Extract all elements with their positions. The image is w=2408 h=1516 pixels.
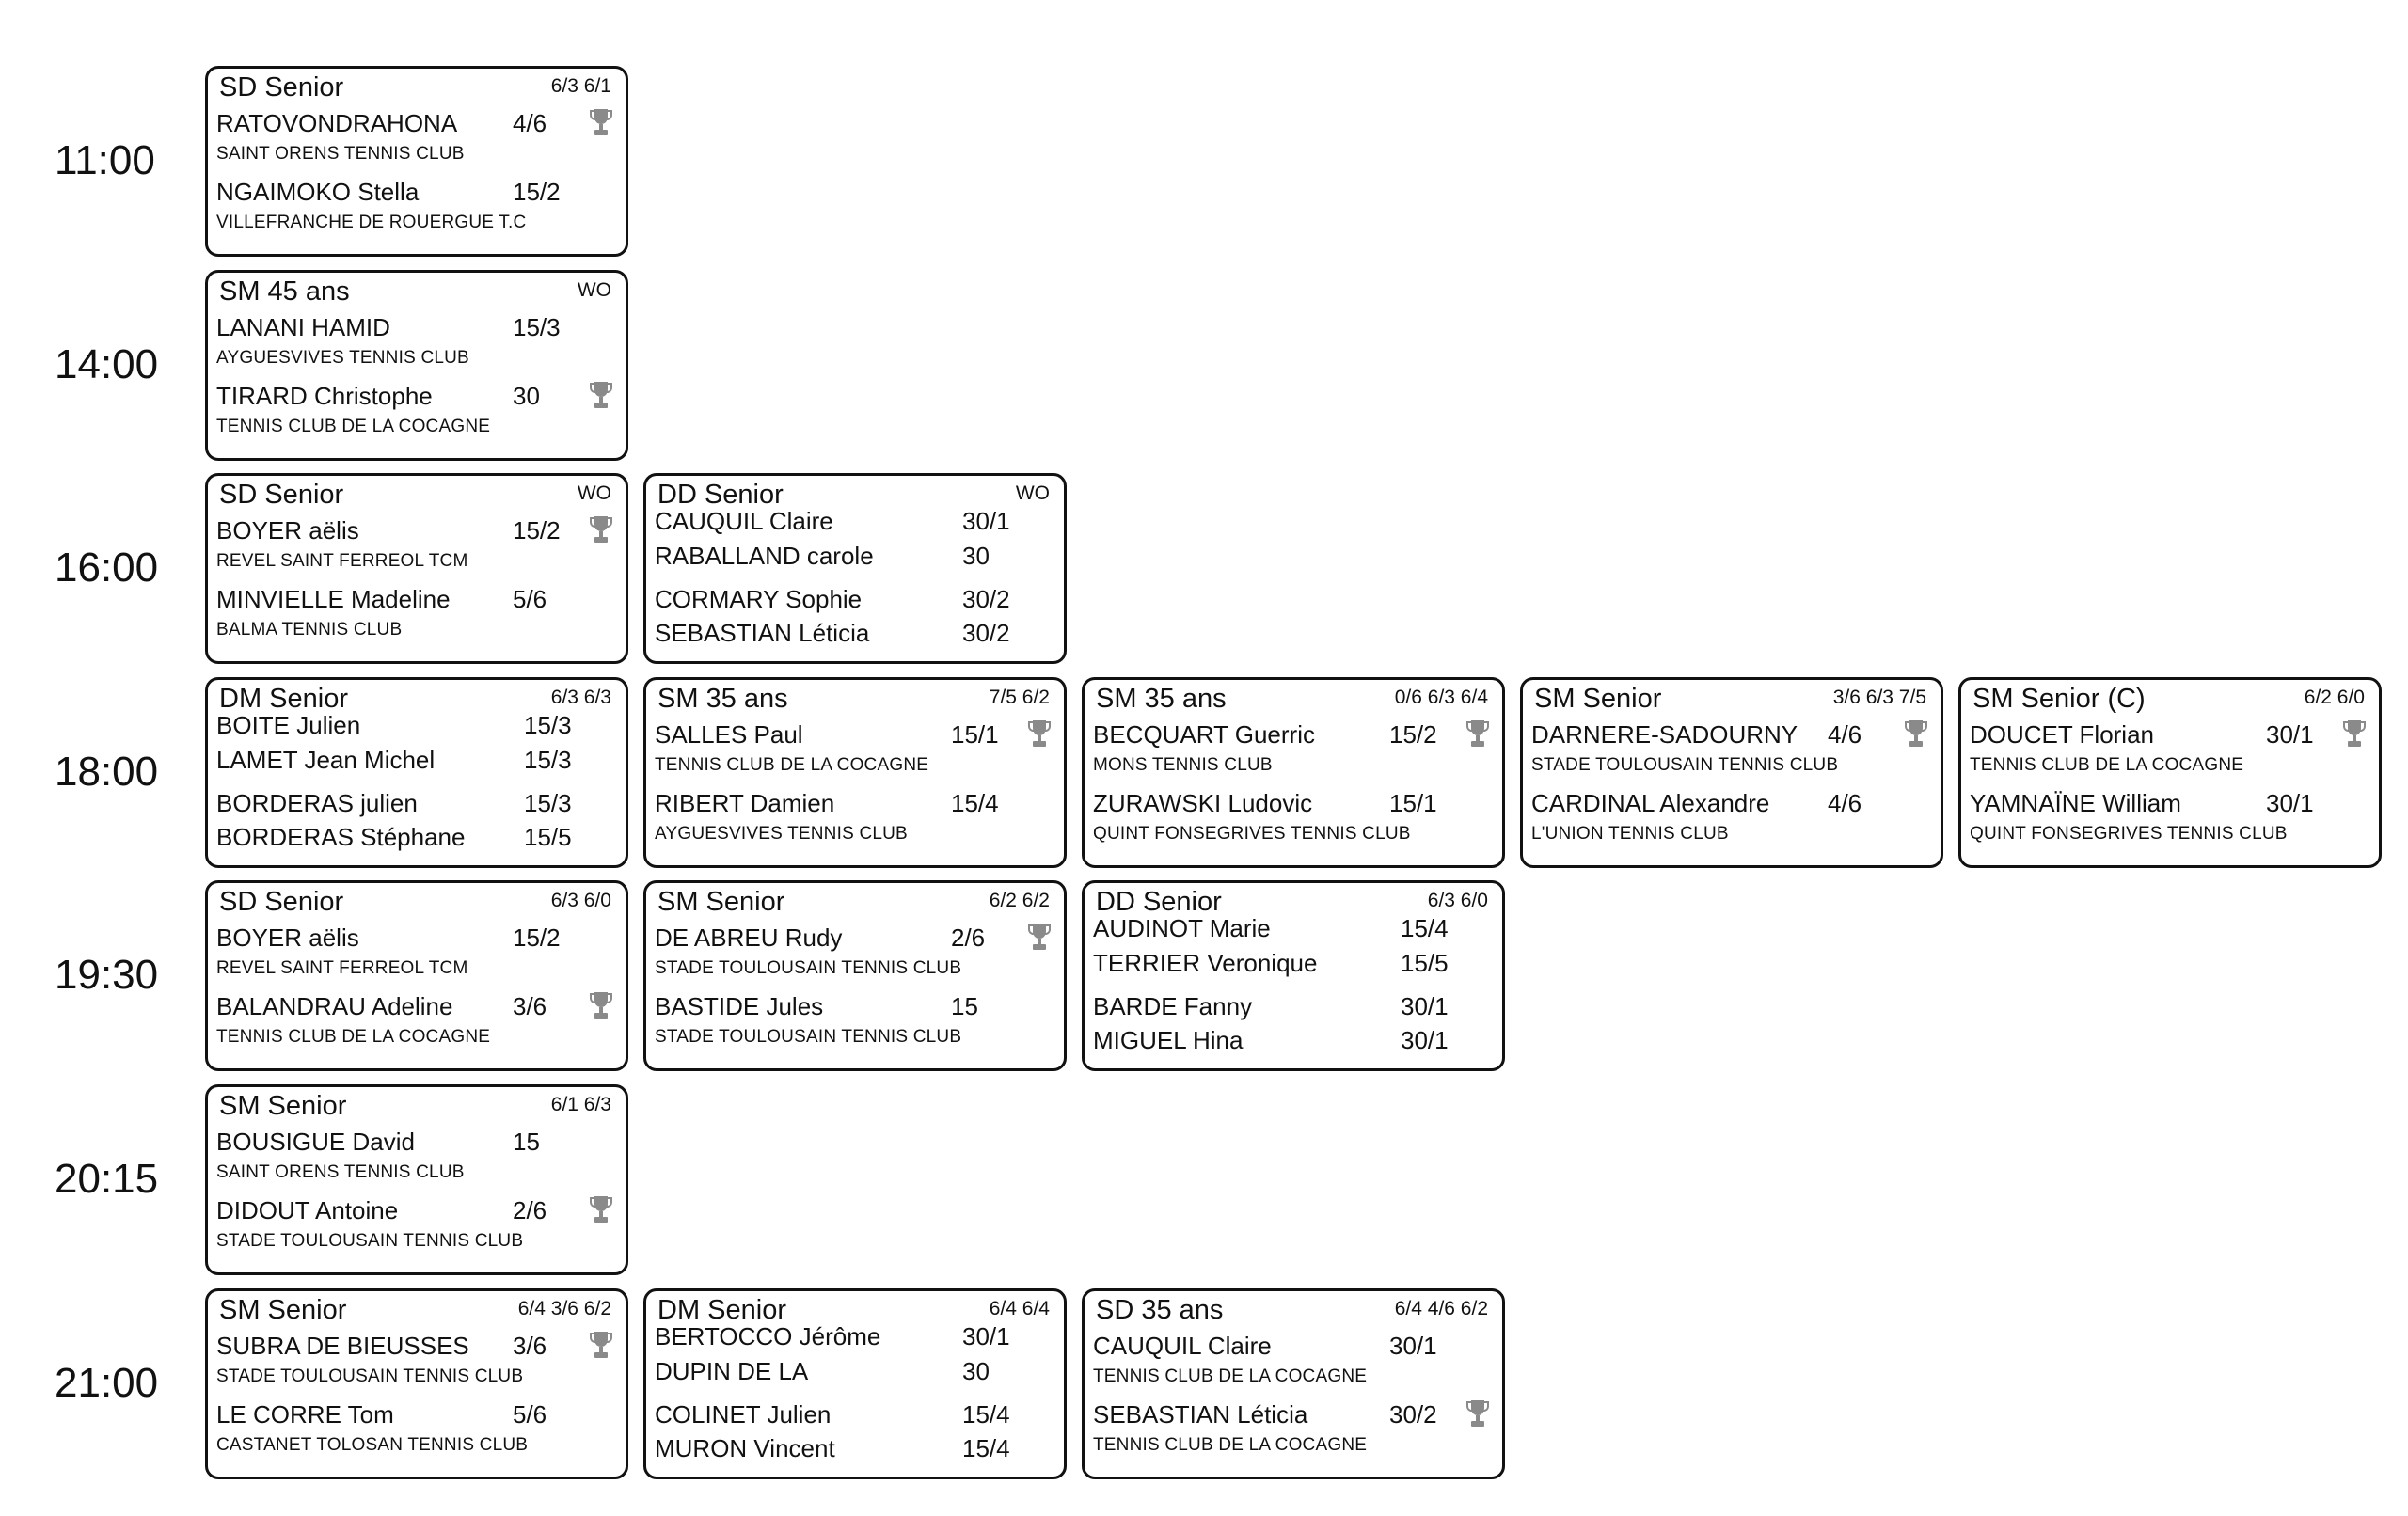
player-name[interactable]: TIRARD Christophe [216, 381, 433, 410]
match-category: DM Senior [219, 683, 348, 714]
player-club: TENNIS CLUB DE LA COCAGNE [1093, 1366, 1368, 1386]
match-score: 6/4 6/4 [989, 1297, 1050, 1319]
player-name[interactable]: SALLES Paul [655, 719, 803, 749]
player-name[interactable]: NGAIMOKO Stella [216, 178, 420, 206]
player-club: QUINT FONSEGRIVES TENNIS CLUB [1093, 823, 1411, 844]
player-name[interactable]: DIDOUT Antoine [216, 1196, 399, 1224]
player-name[interactable]: CAUQUIL Claire [1093, 1331, 1272, 1360]
player-ranking: 5/6 [513, 1399, 547, 1429]
player-ranking: 30 [513, 381, 540, 410]
player-ranking: 15/4 [951, 788, 999, 817]
player-ranking: 4/6 [513, 109, 547, 137]
player-name[interactable]: DUPIN DE LA [655, 1356, 809, 1385]
match-card[interactable] [205, 677, 628, 868]
player-name[interactable]: DE ABREU Rudy [655, 924, 843, 953]
trophy-icon [1026, 719, 1053, 749]
player-name[interactable]: SEBASTIAN Léticia [655, 619, 870, 648]
player-name[interactable]: SUBRA DE BIEUSSES [216, 1331, 469, 1360]
match-category: SM 45 ans [219, 276, 350, 307]
player-club: TENNIS CLUB DE LA COCAGNE [655, 754, 929, 775]
match-score: 6/3 6/1 [550, 75, 611, 97]
player-club: AYGUESVIVES TENNIS CLUB [655, 823, 908, 844]
trophy-icon [2341, 719, 2368, 749]
player-ranking: 30 [962, 1356, 990, 1385]
match-score: 6/2 6/2 [989, 890, 1050, 912]
match-score: 6/2 6/0 [2304, 686, 2365, 708]
match-card[interactable] [1082, 677, 1505, 868]
match-category: DD Senior [657, 480, 784, 511]
player-ranking: 30/1 [962, 1321, 1010, 1350]
player-ranking: 30/1 [1401, 1026, 1449, 1055]
match-score: 6/3 6/0 [1427, 890, 1488, 912]
match-score: WO [1015, 482, 1050, 505]
match-card[interactable] [643, 1288, 1067, 1479]
match-card[interactable] [205, 270, 628, 461]
player-club: TENNIS CLUB DE LA COCAGNE [1093, 1434, 1368, 1455]
trophy-icon [588, 514, 614, 545]
match-score: 7/5 6/2 [989, 686, 1050, 708]
match-category: SM Senior [1534, 683, 1662, 714]
trophy-icon [588, 990, 614, 1020]
match-card[interactable] [205, 1288, 628, 1479]
player-club: STADE TOULOUSAIN TENNIS CLUB [655, 958, 962, 979]
time-slot-label: 14:00 [55, 340, 159, 387]
player-ranking: 2/6 [951, 924, 986, 953]
player-ranking: 15/5 [524, 822, 572, 851]
player-club: TENNIS CLUB DE LA COCAGNE [1970, 754, 2244, 775]
player-ranking: 4/6 [1828, 788, 1862, 817]
player-ranking: 5/6 [513, 585, 547, 614]
player-club: CASTANET TOLOSAN TENNIS CLUB [216, 1434, 529, 1455]
player-ranking: 15/3 [524, 745, 572, 774]
match-card[interactable] [1082, 1288, 1505, 1479]
player-club: L'UNION TENNIS CLUB [1531, 823, 1729, 844]
match-card[interactable] [205, 473, 628, 664]
player-ranking: 30/1 [2266, 788, 2314, 817]
player-club: TENNIS CLUB DE LA COCAGNE [216, 416, 491, 436]
time-slot-label: 16:00 [55, 545, 159, 592]
match-category: SM 35 ans [1096, 683, 1227, 714]
player-club: STADE TOULOUSAIN TENNIS CLUB [216, 1366, 524, 1386]
match-score: 6/1 6/3 [550, 1094, 611, 1115]
match-card[interactable] [643, 880, 1067, 1071]
player-name[interactable]: COLINET Julien [655, 1399, 832, 1429]
player-name[interactable]: ZURAWSKI Ludovic [1093, 788, 1313, 817]
time-slot-label: 21:00 [55, 1359, 159, 1406]
player-ranking: 15/2 [1389, 719, 1437, 749]
player-ranking: 30/2 [962, 619, 1010, 648]
trophy-icon [588, 1194, 614, 1224]
match-card[interactable] [205, 1084, 628, 1275]
time-slot-label: 20:15 [55, 1156, 159, 1202]
player-ranking: 15/2 [513, 178, 561, 206]
match-category: DD Senior [1096, 887, 1222, 918]
player-name[interactable]: BORDERAS julien [216, 788, 418, 817]
player-name[interactable]: BOITE Julien [216, 710, 361, 739]
player-name[interactable]: RABALLAND carole [655, 542, 874, 571]
player-ranking: 3/6 [513, 1331, 547, 1360]
match-category: SD Senior [219, 72, 344, 103]
player-ranking: 2/6 [513, 1196, 547, 1224]
player-name[interactable]: RATOVONDRAHONA [216, 109, 458, 137]
player-ranking: 15/2 [513, 516, 561, 545]
player-name[interactable]: BECQUART Guerric [1093, 719, 1315, 749]
player-name[interactable]: BALANDRAU Adeline [216, 992, 453, 1021]
match-category: SM Senior [219, 1294, 347, 1325]
player-name[interactable]: BARDE Fanny [1093, 992, 1253, 1021]
player-name[interactable]: AUDINOT Marie [1093, 914, 1271, 943]
player-name[interactable]: LE CORRE Tom [216, 1399, 394, 1429]
player-ranking: 15/1 [951, 719, 999, 749]
player-ranking: 15/1 [1389, 788, 1437, 817]
match-card[interactable] [1520, 677, 1943, 868]
player-name[interactable]: BOUSIGUE David [216, 1128, 415, 1156]
player-name[interactable]: MINVIELLE Madeline [216, 585, 451, 614]
player-club: STADE TOULOUSAIN TENNIS CLUB [1531, 754, 1839, 775]
player-ranking: 30 [962, 542, 990, 571]
player-club: VILLEFRANCHE DE ROUERGUE T.C [216, 213, 527, 232]
player-ranking: 4/6 [1828, 719, 1862, 749]
match-card[interactable] [1958, 677, 2382, 868]
player-ranking: 30/2 [962, 585, 1010, 614]
player-name[interactable]: MIGUEL Hina [1093, 1026, 1244, 1055]
player-name[interactable]: BASTIDE Jules [655, 992, 824, 1021]
player-club: STADE TOULOUSAIN TENNIS CLUB [216, 1231, 524, 1251]
player-name[interactable]: CORMARY Sophie [655, 585, 863, 614]
player-ranking: 3/6 [513, 992, 547, 1021]
player-club: MONS TENNIS CLUB [1093, 754, 1273, 775]
match-score: 6/4 4/6 6/2 [1394, 1297, 1488, 1319]
player-club: SAINT ORENS TENNIS CLUB [216, 1162, 465, 1182]
match-category: SD Senior [219, 887, 344, 918]
player-club: STADE TOULOUSAIN TENNIS CLUB [655, 1027, 962, 1048]
player-name[interactable]: BORDERAS Stéphane [216, 822, 466, 851]
player-club: AYGUESVIVES TENNIS CLUB [216, 347, 469, 368]
match-card[interactable] [643, 473, 1067, 664]
match-card[interactable] [1082, 880, 1505, 1071]
player-ranking: 15/3 [524, 788, 572, 817]
trophy-icon [588, 107, 614, 137]
player-club: QUINT FONSEGRIVES TENNIS CLUB [1970, 823, 2288, 844]
player-name[interactable]: BOYER aëlis [216, 516, 359, 545]
match-category: SM Senior [219, 1091, 347, 1121]
player-ranking: 30/1 [2266, 719, 2314, 749]
player-name[interactable]: YAMNAÏNE William [1970, 788, 2181, 817]
match-score: 3/6 6/3 7/5 [1832, 686, 1926, 708]
player-name[interactable]: MURON Vincent [655, 1433, 835, 1462]
player-ranking: 15 [513, 1128, 540, 1156]
player-name[interactable]: BOYER aëlis [216, 924, 359, 953]
player-name[interactable]: CAUQUIL Claire [655, 507, 833, 536]
match-card[interactable] [205, 880, 628, 1071]
match-score: WO [577, 482, 611, 505]
player-name[interactable]: DOUCET Florian [1970, 719, 2155, 749]
time-slot-label: 19:30 [55, 952, 159, 999]
player-name[interactable]: RIBERT Damien [655, 788, 835, 817]
player-ranking: 15/2 [513, 924, 561, 953]
trophy-icon [1465, 1398, 1491, 1429]
trophy-icon [588, 1330, 614, 1360]
player-ranking: 30/1 [1389, 1331, 1437, 1360]
match-category: SM Senior (C) [1972, 683, 2146, 714]
player-club: REVEL SAINT FERREOL TCM [216, 551, 468, 572]
player-ranking: 30/1 [962, 507, 1010, 536]
player-ranking: 15/3 [524, 710, 572, 739]
player-name[interactable]: SEBASTIAN Léticia [1093, 1399, 1308, 1429]
player-ranking: 15 [951, 992, 978, 1021]
player-name[interactable]: LANANI HAMID [216, 312, 390, 341]
match-score: 6/3 6/3 [550, 686, 611, 708]
match-score: 6/3 6/0 [550, 890, 611, 912]
match-card[interactable] [205, 66, 628, 257]
player-name[interactable]: DARNERE-SADOURNY [1531, 719, 1798, 749]
match-score: 0/6 6/3 6/4 [1394, 686, 1488, 708]
time-slot-label: 18:00 [55, 748, 159, 795]
time-slot-label: 11:00 [55, 137, 155, 183]
match-category: DM Senior [657, 1294, 786, 1325]
match-category: SM Senior [657, 887, 785, 918]
player-name[interactable]: TERRIER Veronique [1093, 949, 1318, 978]
player-club: REVEL SAINT FERREOL TCM [216, 958, 468, 979]
player-ranking: 30/1 [1401, 992, 1449, 1021]
match-card[interactable] [643, 677, 1067, 868]
trophy-icon [588, 380, 614, 410]
trophy-icon [1903, 719, 1929, 749]
trophy-icon [1465, 719, 1491, 749]
player-ranking: 15/3 [513, 312, 561, 341]
player-name[interactable]: LAMET Jean Michel [216, 745, 436, 774]
player-name[interactable]: CARDINAL Alexandre [1531, 788, 1770, 817]
trophy-icon [1026, 922, 1053, 952]
match-category: SM 35 ans [657, 683, 788, 714]
player-ranking: 15/5 [1401, 949, 1449, 978]
player-club: BALMA TENNIS CLUB [216, 620, 403, 640]
player-name[interactable]: BERTOCCO Jérôme [655, 1321, 881, 1350]
player-ranking: 15/4 [962, 1433, 1010, 1462]
player-club: TENNIS CLUB DE LA COCAGNE [216, 1027, 491, 1048]
match-category: SD 35 ans [1096, 1294, 1224, 1325]
match-score: WO [577, 278, 611, 301]
player-club: SAINT ORENS TENNIS CLUB [216, 144, 465, 164]
match-score: 6/4 3/6 6/2 [517, 1297, 611, 1319]
player-ranking: 30/2 [1389, 1399, 1437, 1429]
player-ranking: 15/4 [1401, 914, 1449, 943]
match-category: SD Senior [219, 480, 344, 511]
player-ranking: 15/4 [962, 1399, 1010, 1429]
